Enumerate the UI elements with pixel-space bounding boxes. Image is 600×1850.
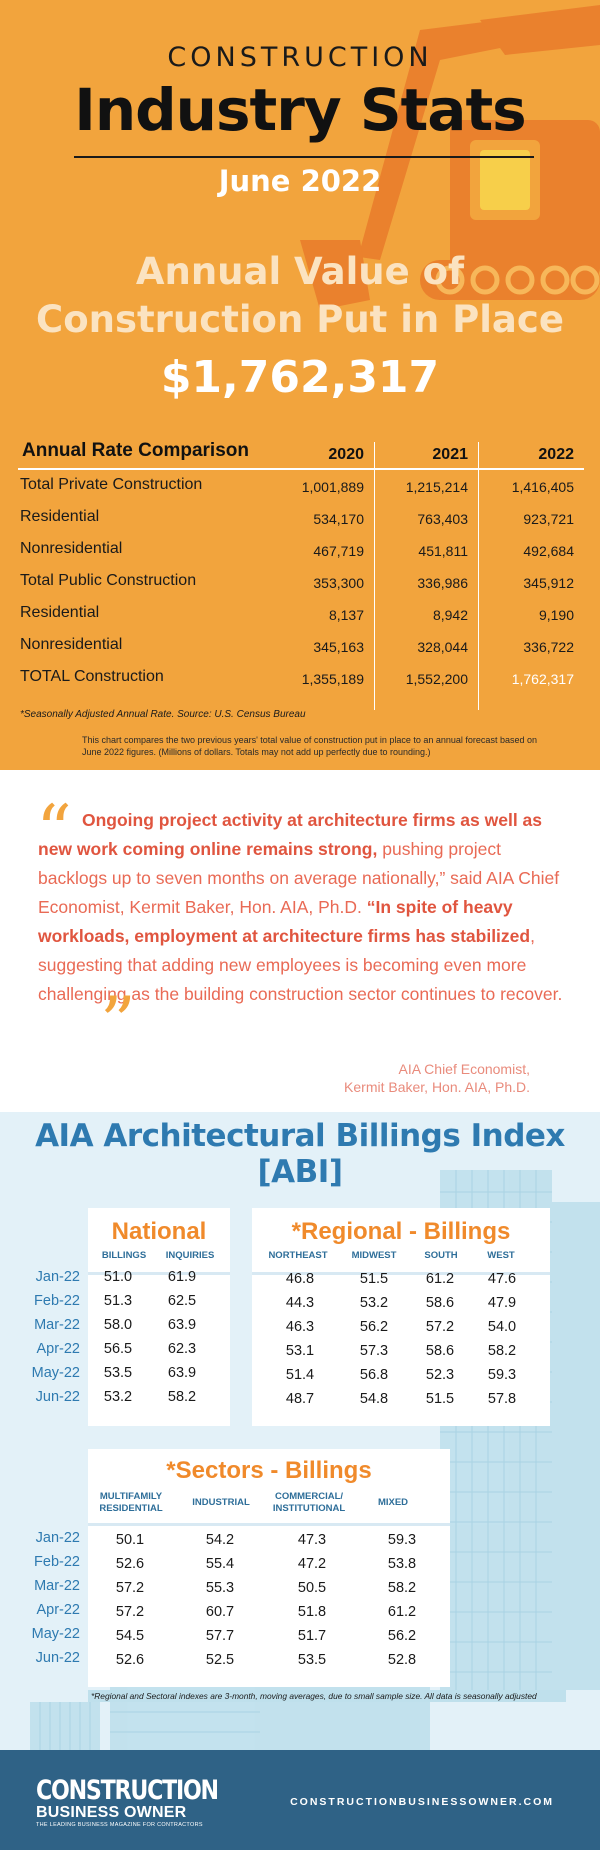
section-heading <box>0 248 600 344</box>
column-header: NORTHEAST <box>268 1250 328 1261</box>
sectors-cell: 59.3 <box>387 1532 417 1548</box>
sectors-cell: 54.2 <box>205 1532 235 1548</box>
regional-cell: 57.3 <box>359 1343 389 1359</box>
table-row <box>18 572 584 602</box>
cell-2022: 1,762,317 <box>511 671 574 687</box>
issue-date: June 2022 <box>218 164 382 198</box>
open-quote-icon: “ <box>36 790 72 872</box>
cell-2021: 336,986 <box>417 575 468 591</box>
national-cell: 63.9 <box>167 1317 197 1333</box>
row-label: Residential <box>20 604 100 621</box>
regional-cell: 57.8 <box>487 1391 517 1407</box>
cell-2021: 763,403 <box>417 511 468 527</box>
regional-cell: 56.8 <box>359 1367 389 1383</box>
quote-section <box>0 770 600 1112</box>
table-row-total <box>18 668 584 698</box>
sectors-cell: 52.6 <box>115 1556 145 1572</box>
rate-table-rule <box>18 468 584 470</box>
cell-2020: 1,001,889 <box>301 479 364 495</box>
cell-2022: 9,190 <box>538 607 574 623</box>
quote-text <box>38 806 572 1009</box>
month-label: Feb-22 <box>34 1293 80 1309</box>
year-header: 2022 <box>538 446 574 463</box>
table-row <box>18 508 584 538</box>
sectors-cell: 58.2 <box>387 1580 417 1596</box>
row-label: Nonresidential <box>20 636 123 653</box>
panel-title: National <box>111 1218 207 1245</box>
sectors-cell: 51.7 <box>297 1628 327 1644</box>
month-label: Apr-22 <box>36 1341 80 1357</box>
sectors-cell: 51.8 <box>297 1604 327 1620</box>
column-header: BILLINGS <box>101 1250 147 1261</box>
sectors-cell: 57.2 <box>115 1580 145 1596</box>
column-header: MIXED <box>377 1497 409 1508</box>
sectors-cell: 53.5 <box>297 1652 327 1668</box>
national-cell: 58.2 <box>167 1389 197 1405</box>
national-cell: 53.2 <box>103 1389 133 1405</box>
table-row <box>18 636 584 666</box>
regional-cell: 47.9 <box>487 1295 517 1311</box>
cell-2020: 1,355,189 <box>301 671 364 687</box>
national-cell: 58.0 <box>103 1317 133 1333</box>
year-header: 2021 <box>432 446 468 463</box>
regional-cell: 54.8 <box>359 1391 389 1407</box>
month-label: Jan-22 <box>35 1269 80 1285</box>
footer <box>0 1750 600 1850</box>
national-cell: 63.9 <box>167 1365 197 1381</box>
logo-line1: CONSTRUCTION <box>36 1775 218 1806</box>
sectors-cell: 47.2 <box>297 1556 327 1572</box>
sectors-cell: 52.5 <box>205 1652 235 1668</box>
sectors-cell: 47.3 <box>297 1532 327 1548</box>
regional-cell: 48.7 <box>285 1391 315 1407</box>
column-header: MIDWEST <box>351 1250 397 1261</box>
brand-logo[interactable] <box>36 1775 258 1828</box>
quote-body: , suggesting that adding new employees is becoming even more challenging as the building construction sector continues to recover. <box>38 926 563 1004</box>
abi-title: AIA Architectural Billings Index [ABI] <box>35 1118 565 1190</box>
cell-2020: 467,719 <box>313 543 364 559</box>
header-section <box>0 0 600 770</box>
regional-cell: 46.8 <box>285 1271 315 1287</box>
table-footnote: *Seasonally Adjusted Annual Rate. Source: U.S. Census Bureau <box>20 709 306 720</box>
abi-footnote: *Regional and Sectoral indexes are 3-month, moving averages, due to small sample size. All data is seasonally adjusted <box>88 1690 566 1702</box>
regional-cell: 54.0 <box>487 1319 517 1335</box>
regional-cell: 46.3 <box>285 1319 315 1335</box>
sectors-cell: 54.5 <box>115 1628 145 1644</box>
cell-2022: 492,684 <box>523 543 574 559</box>
regional-cell: 59.3 <box>487 1367 517 1383</box>
abi-section <box>0 1112 600 1750</box>
table-row <box>18 476 584 506</box>
year-header: 2020 <box>328 446 364 463</box>
quote-highlight: “In spite of heavy workloads, employment at architecture firms has stabilized <box>38 897 531 946</box>
sectors-cell: 57.7 <box>205 1628 235 1644</box>
regional-cell: 51.4 <box>285 1367 315 1383</box>
row-label: Total Public Construction <box>20 572 197 589</box>
national-cell: 51.0 <box>103 1269 133 1285</box>
row-label: TOTAL Construction <box>20 668 164 685</box>
cell-2022: 923,721 <box>523 511 574 527</box>
regional-cell: 58.6 <box>425 1343 455 1359</box>
panel-title: *Regional - Billings <box>291 1218 511 1245</box>
logo-line2: BUSINESS OWNER <box>36 1804 187 1821</box>
column-header: INDUSTRIAL <box>192 1497 250 1508</box>
regional-cell: 52.3 <box>425 1367 455 1383</box>
cell-2020: 345,163 <box>313 639 364 655</box>
total-value: $1,762,317 <box>160 352 440 403</box>
column-header: SOUTH <box>424 1250 458 1261</box>
sectors-cell: 55.3 <box>205 1580 235 1596</box>
sectors-cell: 52.8 <box>387 1652 417 1668</box>
regional-cell: 61.2 <box>425 1271 455 1287</box>
cell-2020: 353,300 <box>313 575 364 591</box>
regional-cell: 56.2 <box>359 1319 389 1335</box>
page-title: Industry Stats <box>74 76 526 144</box>
title-divider <box>74 156 534 158</box>
regional-cell: 53.2 <box>359 1295 389 1311</box>
cell-2022: 1,416,405 <box>511 479 574 495</box>
month-label: Jun-22 <box>35 1650 80 1666</box>
table-row <box>18 604 584 634</box>
rate-table-header <box>18 434 584 464</box>
regional-cell: 58.2 <box>487 1343 517 1359</box>
website-link[interactable]: CONSTRUCTIONBUSINESSOWNER.COM <box>290 1796 554 1808</box>
regional-cell: 44.3 <box>285 1295 315 1311</box>
regional-cell: 53.1 <box>285 1343 315 1359</box>
national-cell: 62.3 <box>167 1341 197 1357</box>
month-label: Mar-22 <box>34 1578 80 1594</box>
month-label: Apr-22 <box>36 1602 80 1618</box>
column-header: WEST <box>487 1250 515 1261</box>
month-label: May-22 <box>31 1626 80 1642</box>
logo-tagline: THE LEADING BUSINESS MAGAZINE FOR CONTRACTORS <box>36 1822 203 1828</box>
cell-2021: 1,215,214 <box>405 479 468 495</box>
cell-2020: 8,137 <box>328 607 364 623</box>
month-label: Mar-22 <box>34 1317 80 1333</box>
sectors-cell: 60.7 <box>205 1604 235 1620</box>
quote-highlight: Ongoing project activity at architecture firms as well as new work coming online remains strong, <box>38 810 543 859</box>
regional-cell: 57.2 <box>425 1319 455 1335</box>
row-label: Nonresidential <box>20 540 123 557</box>
sectors-cell: 61.2 <box>387 1604 417 1620</box>
sectors-cell: 56.2 <box>387 1628 417 1644</box>
panel-title: *Sectors - Billings <box>166 1457 372 1484</box>
sectors-cell: 55.4 <box>205 1556 235 1572</box>
row-label: Residential <box>20 508 100 525</box>
sectors-cell: 50.5 <box>297 1580 327 1596</box>
rate-table-title: Annual Rate Comparison <box>22 440 249 461</box>
national-cell: 61.9 <box>167 1269 197 1285</box>
month-label: Jan-22 <box>35 1530 80 1546</box>
column-header: COMMERCIAL/ INSTITUTIONAL <box>272 1491 346 1514</box>
cell-2021: 1,552,200 <box>405 671 468 687</box>
sectors-cell: 53.8 <box>387 1556 417 1572</box>
row-label: Total Private Construction <box>20 476 203 493</box>
cell-2022: 345,912 <box>523 575 574 591</box>
month-label: Jun-22 <box>35 1389 80 1405</box>
column-header: INQUIRIES <box>165 1250 215 1261</box>
quote-attribution <box>344 1060 530 1096</box>
cell-2021: 8,942 <box>432 607 468 623</box>
attribution-line1: AIA Chief Economist, <box>398 1061 530 1077</box>
national-cell: 56.5 <box>103 1341 133 1357</box>
quote-body: pushing project backlogs up to seven months on average nationally,” said AIA Chief Economist, Kermit Baker, Hon. AIA, Ph.D. <box>38 839 560 917</box>
sectors-cell: 50.1 <box>115 1532 145 1548</box>
cell-2022: 336,722 <box>523 639 574 655</box>
section-heading-line1: Annual Value of <box>135 250 465 293</box>
national-cell: 62.5 <box>167 1293 197 1309</box>
sectors-cell: 52.6 <box>115 1652 145 1668</box>
national-cell: 51.3 <box>103 1293 133 1309</box>
regional-cell: 47.6 <box>487 1271 517 1287</box>
column-header: MULTIFAMILY RESIDENTIAL <box>99 1491 163 1514</box>
attribution-line2: Kermit Baker, Hon. AIA, Ph.D. <box>344 1079 530 1095</box>
regional-cell: 58.6 <box>425 1295 455 1311</box>
close-quote-icon: ” <box>100 982 136 1064</box>
sectors-cell: 57.2 <box>115 1604 145 1620</box>
table-row <box>18 540 584 570</box>
panel-rule <box>88 1523 450 1526</box>
header-kicker: CONSTRUCTION <box>167 42 433 73</box>
cell-2021: 451,811 <box>418 543 468 559</box>
table-note: This chart compares the two previous years' total value of construction put in place to an annual forecast based on June 2022 figures. (Millions of dollars. Totals may not add up perfectly due to rounding.) <box>82 735 537 757</box>
regional-cell: 51.5 <box>425 1391 455 1407</box>
cell-2021: 328,044 <box>417 639 468 655</box>
national-cell: 53.5 <box>103 1365 133 1381</box>
section-heading-line2: Construction Put in Place <box>36 298 564 341</box>
regional-cell: 51.5 <box>359 1271 389 1287</box>
month-label: May-22 <box>31 1365 80 1381</box>
cell-2020: 534,170 <box>313 511 364 527</box>
month-label: Feb-22 <box>34 1554 80 1570</box>
